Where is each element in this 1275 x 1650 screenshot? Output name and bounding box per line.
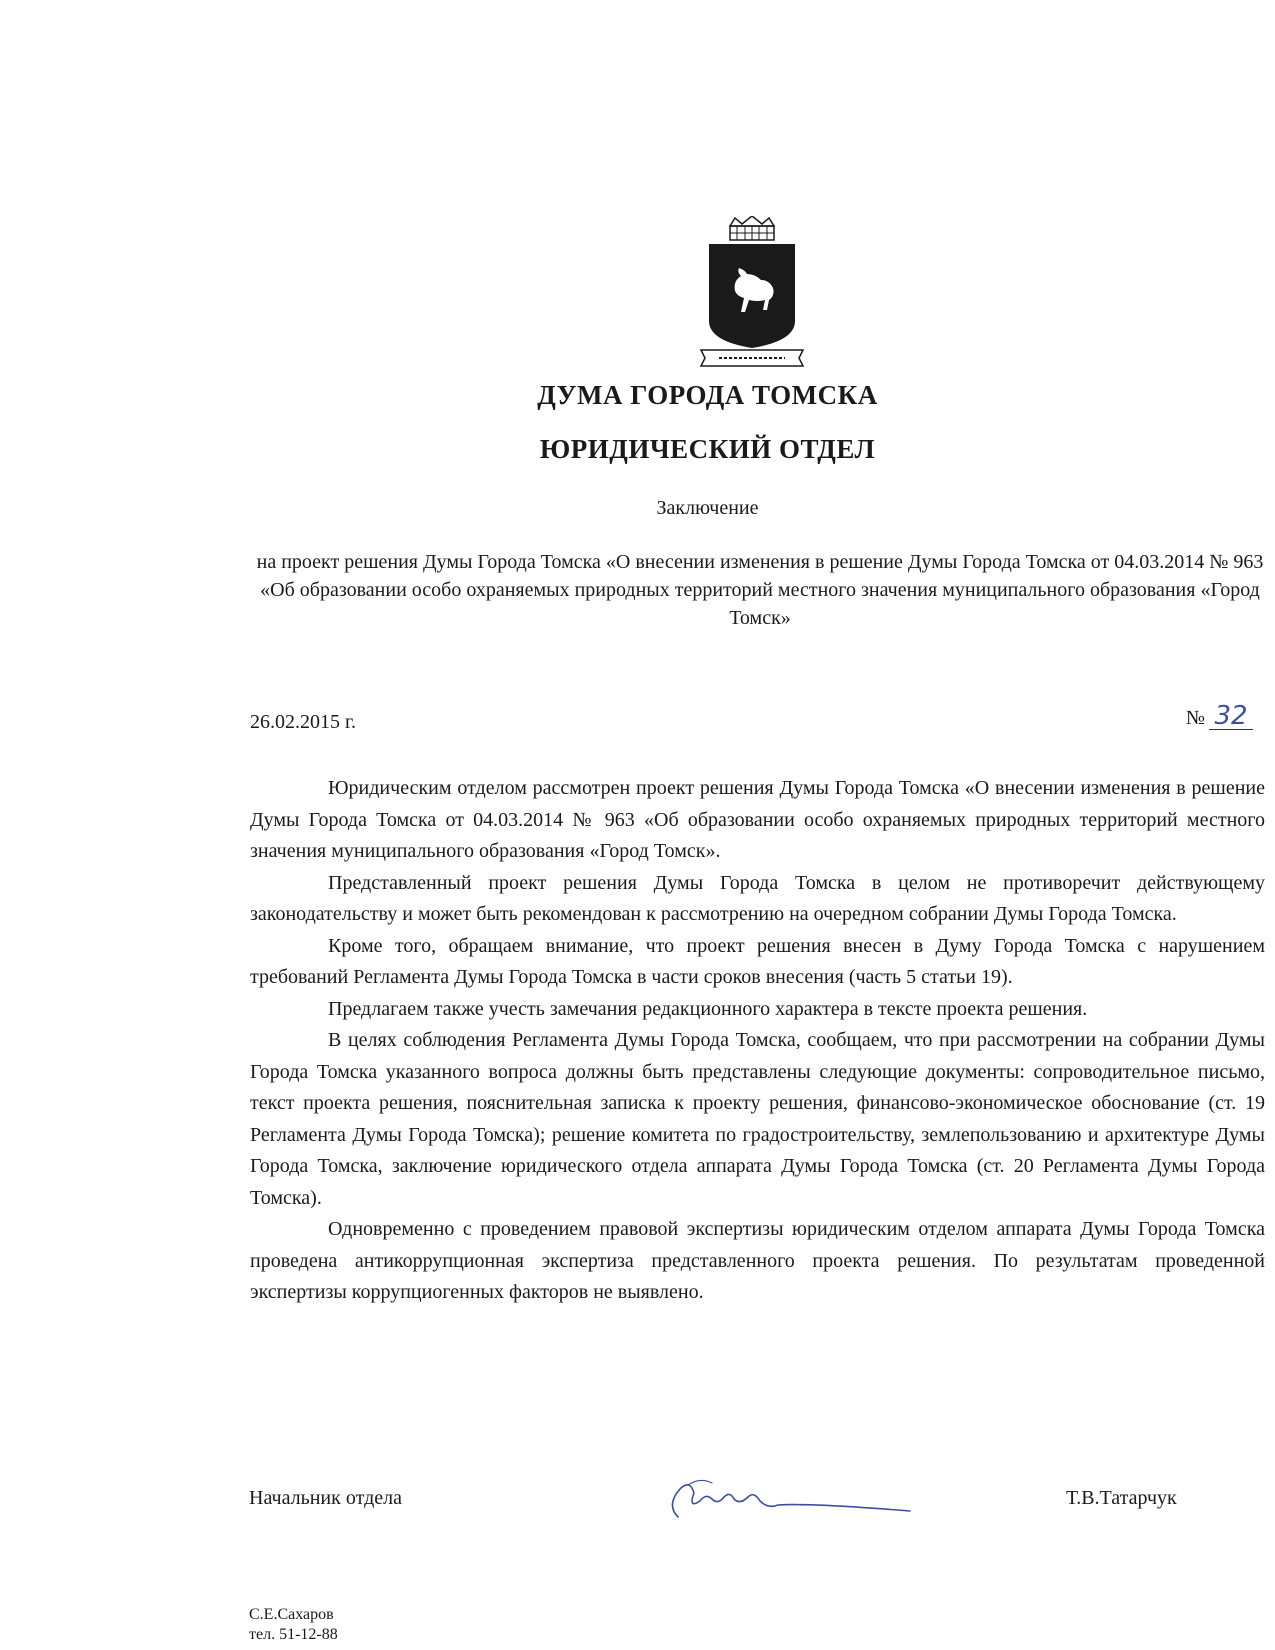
body-paragraph: Одновременно с проведением правовой экспертизы юридическим отделом аппарата Думы Города Томска проведена антикоррупционная экспертиза представленного проекта решения. По результатам проведенной экспертизы коррупциогенных факторов не выявлено. (250, 1218, 1265, 1303)
handwritten-signature-icon (660, 1475, 930, 1525)
document-type: Заключение (656, 497, 759, 519)
signatory-position: Начальник отдела (249, 1487, 402, 1509)
body-paragraph: Предлагаем также учесть замечания редакционного характера в тексте проекта решения. (328, 997, 1088, 1020)
coat-of-arms-icon (697, 216, 807, 376)
document-subject: на проект решения Думы Города Томска «О внесении изменения в решение Думы Города Томска от 04.03.2014 № 963 «Об образовании особо охраняемых природных территорий местного значения муниципального образования «Город Томск» (256, 551, 1264, 629)
signatory-name: Т.В.Татарчук (1066, 1487, 1177, 1509)
document-body (250, 773, 1265, 1309)
number-sign: № (1185, 707, 1205, 729)
document-date: 26.02.2015 г. (250, 711, 356, 733)
signature-block (0, 1475, 1275, 1515)
crown-icon (730, 216, 774, 240)
executor-name: С.Е.Сахаров (249, 1606, 334, 1623)
body-paragraph: Представленный проект решения Думы Города Томска в целом не противоречит действующему законодательству и может быть рекомендован к рассмотрению на очередном собрании Думы Города Томска. (250, 871, 1265, 925)
number-value: 32 (1209, 703, 1253, 730)
document-number (1186, 703, 1253, 730)
body-paragraph: В целях соблюдения Регламента Думы Города Томска, сообщаем, что при рассмотрении на собрании Думы Города Томска указанного вопроса должны быть представлены следующие документы: сопроводительное письмо, текст проекта решения, пояснительная записка к проекту решения, финансово-экономическое обоснование (ст. 19 Регламента Думы Города Томска); решение комитета по градостроительству, землепользованию и архитектуре Думы Города Томска, заключение юридического отдела аппарата Думы Города Томска (ст. 20 Регламента Думы Города Томска). (250, 1029, 1265, 1209)
executor-info (249, 1605, 338, 1645)
ribbon-icon (701, 350, 803, 366)
organization-name: ДУМА ГОРОДА ТОМСКА (537, 380, 878, 410)
body-paragraph: Кроме того, обращаем внимание, что проект решения внесен в Думу Города Томска с нарушением требований Регламента Думы Города Томска в части сроков внесения (часть 5 статьи 19). (250, 934, 1265, 988)
body-paragraph: Юридическим отделом рассмотрен проект решения Думы Города Томска «О внесении изменения в решение Думы Города Томска от 04.03.2014 № 963 «Об образовании особо охраняемых природных территорий местного значения муниципального образования «Город Томск». (250, 777, 1265, 862)
executor-phone: тел. 51-12-88 (249, 1626, 338, 1643)
department-name: ЮРИДИЧЕСКИЙ ОТДЕЛ (539, 434, 876, 464)
